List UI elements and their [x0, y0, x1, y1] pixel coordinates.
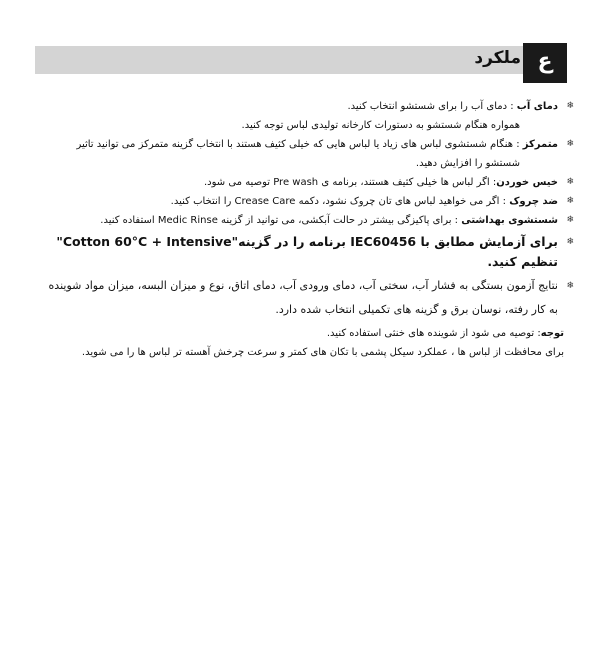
- item-term: شستشوی بهداشتی: [461, 215, 558, 226]
- item-term: متمرکز: [522, 139, 558, 150]
- item-term: خیس خوردن: [496, 177, 558, 188]
- test-results-paragraph: [18, 274, 576, 322]
- item-text: : اگر لباس ها خیلی کثیف هستند، برنامه ی Pre wash توصیه می شود.: [203, 177, 497, 188]
- snowflake-bullet-icon: ❄: [566, 237, 574, 247]
- section-header-bar: [35, 46, 557, 74]
- snowflake-bullet-icon: ❄: [566, 281, 574, 291]
- test-notice-line2: تنظیم کنید.: [487, 254, 558, 269]
- list-item-medic-rinse: [18, 211, 576, 230]
- note-line1: : توصیه می شود از شوینده های خنثی استفاده کنید.: [326, 328, 541, 339]
- item-term: دمای آب: [516, 101, 558, 112]
- item-text: : دمای آب را برای شستشو انتخاب کنید.: [347, 101, 517, 112]
- snowflake-bullet-icon: ❄: [566, 101, 574, 111]
- item-subtext: همواره هنگام شستشو به دستورات کارخانه تولیدی لباس توجه کنید.: [241, 120, 520, 131]
- item-text: : برای پاکیزگی بیشتر در حالت آبکشی، می توانید از گزینه Medic Rinse استفاده کنید.: [100, 215, 462, 226]
- list-item-water-temperature: [18, 97, 576, 135]
- note-line2: برای محافظت از لباس ها ، عملکرد سیکل پشمی با تکان های کمتر و سرعت چرخش آهسته تر لباس ها را می شوید.: [81, 347, 564, 358]
- item-subtext: شستشو را افزایش دهید.: [415, 158, 520, 169]
- snowflake-bullet-icon: ❄: [566, 196, 574, 206]
- results-line1: نتایج آزمون بستگی به فشار آب، سختی آب، دمای ورودی آب، دمای اتاق، نوع و میزان البسه، میزان مواد شوینده: [48, 279, 558, 292]
- test-standard-notice: [18, 232, 576, 272]
- list-item-intensive: [18, 135, 576, 173]
- snowflake-bullet-icon: ❄: [566, 177, 574, 187]
- item-text: : هنگام شستشوی لباس های زیاد یا لباس هایی که خیلی کثیف هستند با انتخاب گزینه متمرکز می توانید تاثیر: [76, 139, 523, 150]
- section-letter-badge: ع: [523, 43, 567, 83]
- list-item-crease-care: [18, 192, 576, 211]
- note-label: توجه: [540, 328, 564, 339]
- note-block: [18, 324, 576, 362]
- item-text: : اگر می خواهید لباس های تان چروک نشود، دکمه Crease Care را انتخاب کنید.: [170, 196, 510, 207]
- test-notice-line1: برای آزمایش مطابق با IEC60456 برنامه را در گزینه"Cotton 60°C + Intensive": [56, 234, 558, 249]
- snowflake-bullet-icon: ❄: [566, 139, 574, 149]
- list-item-prewash: [18, 173, 576, 192]
- item-term: ضد چروک: [509, 196, 558, 207]
- section-title: ملکرد: [474, 48, 521, 68]
- results-line2: به کار رفته، نوسان برق و گزینه های تکمیلی انتخاب شده دارد.: [275, 303, 558, 316]
- snowflake-bullet-icon: ❄: [566, 215, 574, 225]
- page-content: [18, 97, 576, 362]
